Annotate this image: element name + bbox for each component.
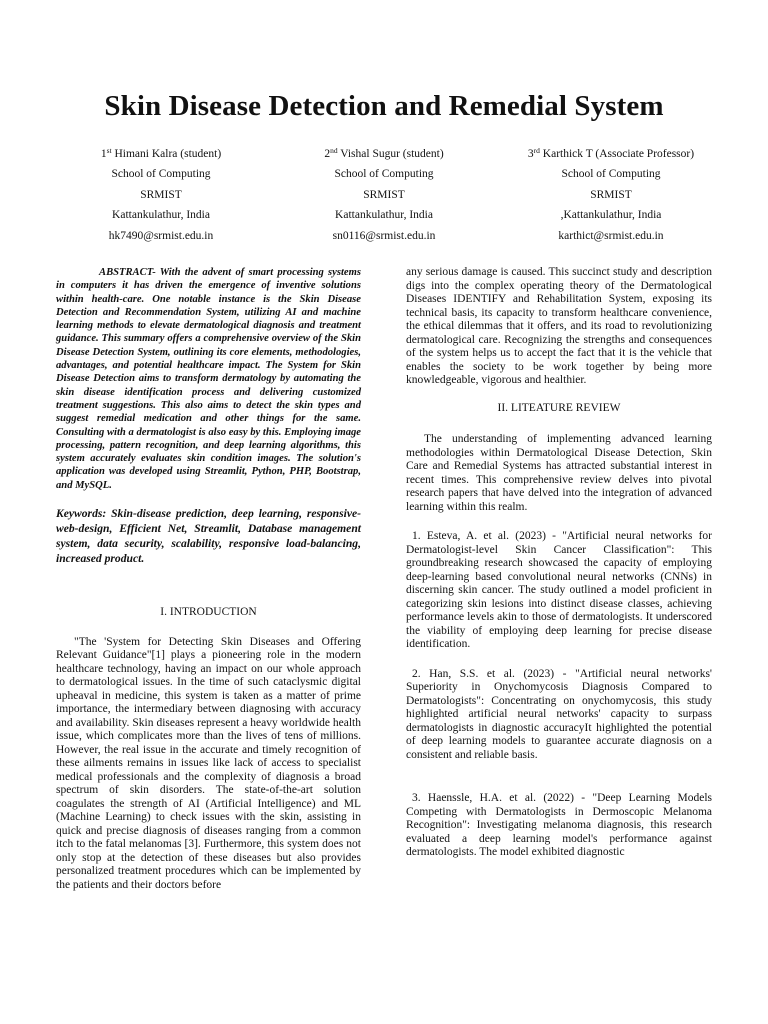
author-location: Kattankulathur, India bbox=[335, 209, 433, 222]
author-org: SRMIST bbox=[590, 188, 632, 201]
reference-item: 3. Haenssle, H.A. et al. (2022) - "Deep Learning Models Competing with Dermatologists in Dermoscopic Melanoma Recognition": Investigating melanoma diagnosis, this research evaluated a deep learning model's performance against dermatologists. The model exhibited diagnostic bbox=[406, 792, 712, 858]
author-email: karthict@srmist.edu.in bbox=[558, 229, 664, 242]
author-name: 1st Himani Kalra (student) bbox=[100, 146, 222, 160]
author-org: SRMIST bbox=[140, 188, 182, 201]
left-column bbox=[56, 266, 361, 892]
introduction-continuation: any serious damage is caused. This succinct study and description digs into the complex operating theory of the Dermatological Diseases IDENTIFY and Rehabilitation System, exposing its technical basis, its capacity to transform healthcare convenience, the ethical dilemmas that it offers, and its road to revolutionizing dermatological care. Recognizing the strengths and consequences of the system helps us to accept the fact that it is the vehicle that enables the society to be work together by being more knowledgeable, vigorous and healthier. bbox=[406, 266, 712, 386]
author-dept: School of Computing bbox=[561, 168, 661, 181]
section-heading-introduction: I. INTRODUCTION bbox=[160, 606, 257, 619]
author-org: SRMIST bbox=[363, 188, 405, 201]
author-email: hk7490@srmist.edu.in bbox=[108, 229, 214, 242]
abstract: ABSTRACT- With the advent of smart processing systems in computers it has driven the emergence of inventive solutions within health-care. One notable instance is the Skin Disease Detection and Recommendation System, utilizing AI and machine learning methods to elevate dermatological diagnosis and treatment guidance. This summary offers a comprehensive overview of the Skin Disease Detection System, outlining its core elements, methodologies, advantages, and potential healthcare impact. The System for Skin Disease Detection aims to transform dermatology by automating the skin disease identification process and delivering customized treatment suggestions. This also aims to detect the skin types and suggest remedial medication and other things for the same. Consulting with a dermatologist is also easy by this. Employing image processing, pattern recognition, and deep learning algorithms, this system accurately evaluates skin condition images. The solution's application was developed using Streamlit, Python, PHP, Bootstrap, and MySQL. bbox=[56, 267, 361, 491]
keywords: Keywords: Skin-disease prediction, deep learning, responsive-web-design, Efficient Net, Streamlit, Database management system, data security, scalability, responsive load-balancing, increased product. bbox=[56, 507, 361, 566]
author-dept: School of Computing bbox=[111, 168, 211, 181]
author-name: 3rd Karthick T (Associate Professor) bbox=[527, 146, 695, 160]
author-location: ,Kattankulathur, India bbox=[560, 209, 662, 222]
literature-intro: The understanding of implementing advanced learning methodologies within Dermatological Disease Detection, Skin Care and Remedial Systems has attracted substantial interest in recent times. This comprehensive review delves into pivotal research papers that have delved into the integration of advanced learning within this realm. bbox=[406, 433, 712, 513]
author-location: Kattankulathur, India bbox=[112, 209, 210, 222]
author-email: sn0116@srmist.edu.in bbox=[332, 229, 436, 242]
introduction-text: "The 'System for Detecting Skin Diseases and Offering Relevant Guidance"[1] plays a pioneering role in the modern healthcare technology, having an impact on our whole approach to dermatological issues. In the time of such cataclysmic digital upheaval in medicine, this system is taken as a matter of prime importance, the intermediary between diagnosing with accuracy and availability. Skin diseases represent a heavy worldwide health issue, which complicates more than the lives of tens of millions. However, the real issue in the accurate and timely recognition of these ailments remains in issues like lack of access to specialist medical professionals and the complexity of diagnosis a broad spectrum of skin disorders. The state-of-the-art solution coagulates the strength of AI (Artificial Intelligence) and ML (Machine Learning) to check issues with the skin, assisting in quick and precise diagnosis of diseases ranging from a common itch to the fatal melanomas [3]. Furthermore, this system does not only stop at the detection of these diseases but also provides personalized treatment procedures which can be implemented by the patients and their doctors before bbox=[56, 635, 361, 891]
author-1 bbox=[56, 144, 266, 246]
section-heading-literature-review: II. LITEATURE REVIEW bbox=[497, 401, 621, 414]
reference-item: 2. Han, S.S. et al. (2023) - "Artificial neural networks' Superiority in Onychomycosis Diagnosis Compared to Dermatologists": Concentrating on onychomycosis, this study highlighted artificial neural networks' capacity to surpass dermatologists in diagnostic accuracyIt highlighted the potential of deep learning models to guarantee accurate diagnosis on a consistent and reliable basis. bbox=[406, 667, 712, 761]
right-column bbox=[406, 266, 712, 860]
author-2 bbox=[278, 144, 490, 246]
reference-item: 1. Esteva, A. et al. (2023) - "Artificial neural networks for Dermatologist-level Skin Cancer Classification": This groundbreaking research showcased the capacity of employing deep-learning based convolutional neural networks (CNNs) in discerning skin cancer. The study outlined a model proficient in categorizing skin lesions into distinct disease classes, achieving performance levels akin to those of dermatologists. It underscored the viability of employing deep learning for precise disease identification. bbox=[406, 530, 712, 650]
author-3 bbox=[500, 144, 722, 246]
author-name: 2nd Vishal Sugur (student) bbox=[324, 146, 444, 160]
paper-title: Skin Disease Detection and Remedial System bbox=[104, 90, 664, 122]
author-dept: School of Computing bbox=[334, 168, 434, 181]
